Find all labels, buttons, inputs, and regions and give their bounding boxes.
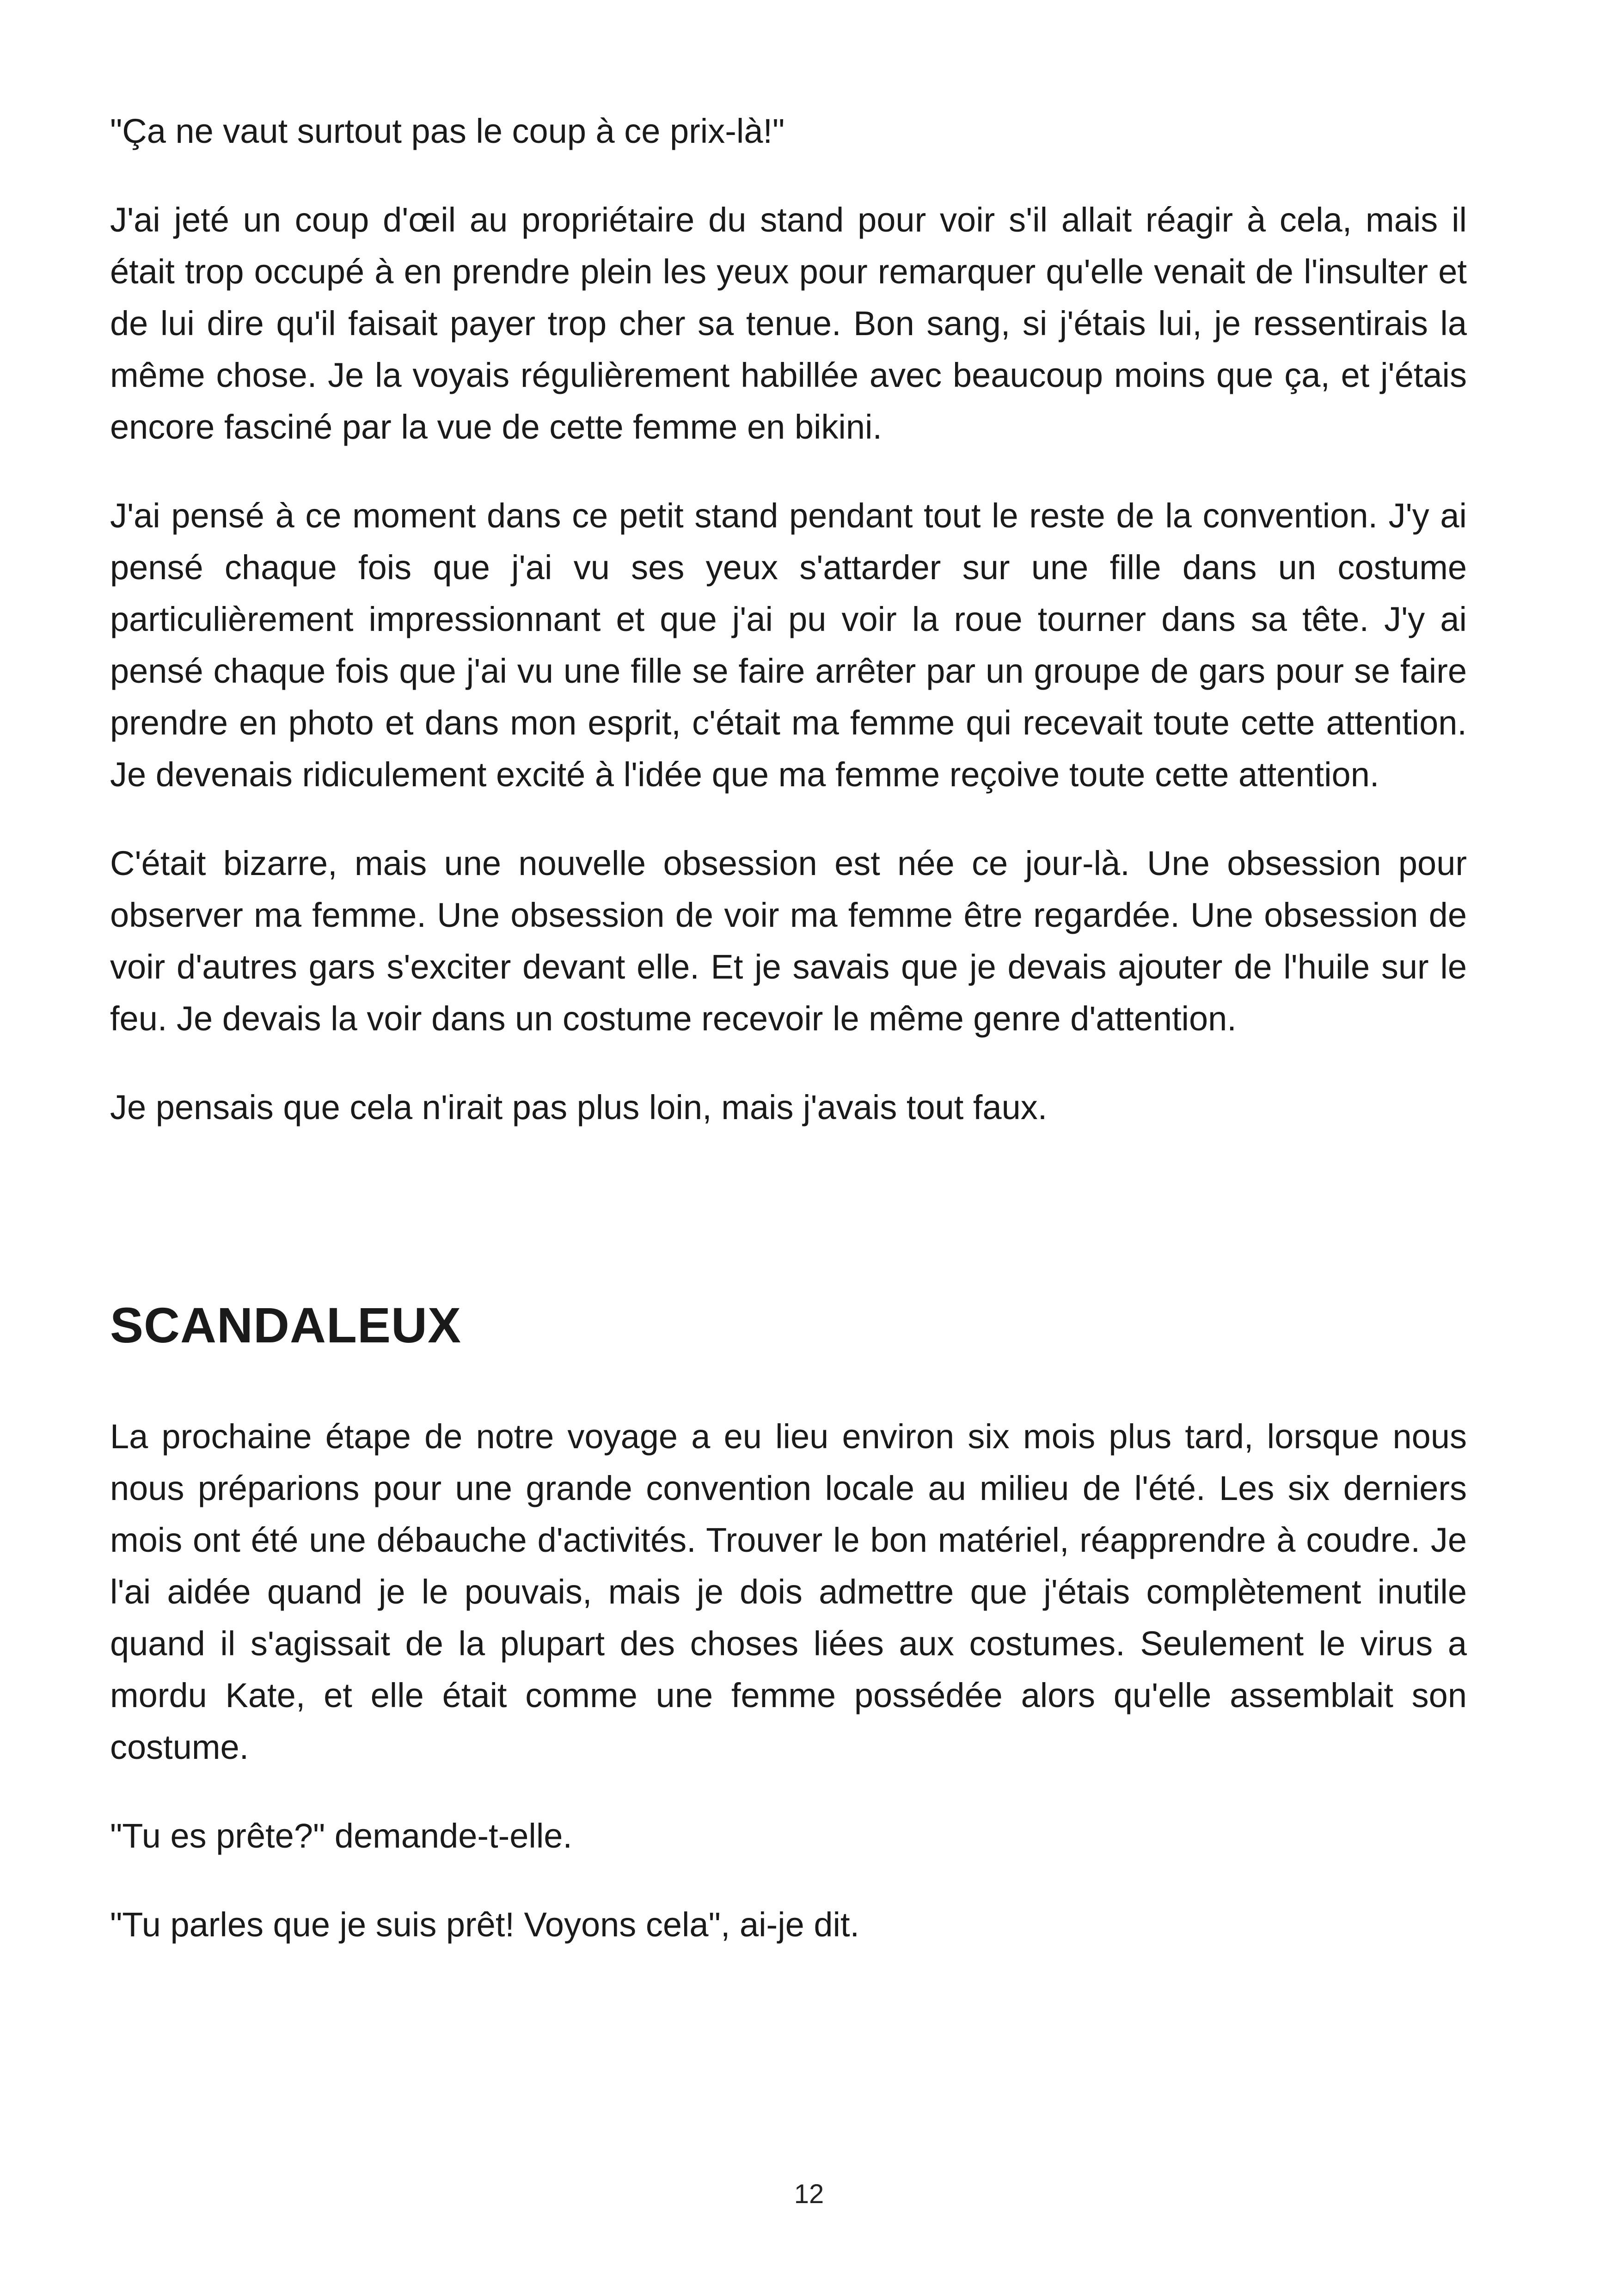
paragraph-stand-owner: J'ai jeté un coup d'œil au propriétaire du stand pour voir s'il allait réagir à cela, mais il était trop occupé à en prendre plein les yeux pour remarquer qu'elle venait de l'insulter et de lui dire qu'il faisait payer trop cher sa tenue. Bon sang, si j'étais lui, je ressentirais la même chose. Je la voyais régulièrement habillée avec beaucoup moins que ça, et j'étais encore fasciné par la vue de cette femme en bikini. <box>110 201 1467 446</box>
paragraph-ready-answer: "Tu parles que je suis prêt! Voyons cela", ai-je dit. <box>110 1905 860 1944</box>
page-number: 12 <box>794 2179 824 2209</box>
paragraph-new-obsession: C'était bizarre, mais une nouvelle obsession est née ce jour-là. Une obsession pour observer ma femme. Une obsession de voir ma femme être regardée. Une obsession de voir d'autres gars s'exciter devant elle. Et je savais que je devais ajouter de l'huile sur le feu. Je devais la voir dans un costume recevoir le même genre d'attention. <box>110 844 1467 1038</box>
paragraph-ready-question: "Tu es prête?" demande-t-elle. <box>110 1817 572 1855</box>
section-spacer <box>110 1170 1467 1295</box>
section-heading: SCANDALEUX <box>110 1297 462 1353</box>
paragraph-next-step: La prochaine étape de notre voyage a eu lieu environ six mois plus tard, lorsque nous nous préparions pour une grande convention locale au milieu de l'été. Les six derniers mois ont été une débauche d'activités. Trouver le bon matériel, réapprendre à coudre. Je l'ai aidée quand je le pouvais, mais je dois admettre que j'étais complètement inutile quand il s'agissait de la plupart des choses liées aux costumes. Seulement le virus a mordu Kate, et elle était comme une femme possédée alors qu'elle assemblait son costume. <box>110 1417 1467 1766</box>
page-body <box>110 105 1467 1988</box>
paragraph-no-further: Je pensais que cela n'irait pas plus loin, mais j'avais tout faux. <box>110 1088 1048 1127</box>
paragraph-convention-memory: J'ai pensé à ce moment dans ce petit stand pendant tout le reste de la convention. J'y ai pensé chaque fois que j'ai vu ses yeux s'attarder sur une fille dans un costume particulièrement impressionnant et que j'ai pu voir la roue tourner dans sa tête. J'y ai pensé chaque fois que j'ai vu une fille se faire arrêter par un groupe de gars pour se faire prendre en photo et dans mon esprit, c'était ma femme qui recevait toute cette attention. Je devenais ridiculement excité à l'idée que ma femme reçoive toute cette attention. <box>110 496 1467 794</box>
paragraph-quote-price: "Ça ne vaut surtout pas le coup à ce prix-là!" <box>110 112 785 150</box>
